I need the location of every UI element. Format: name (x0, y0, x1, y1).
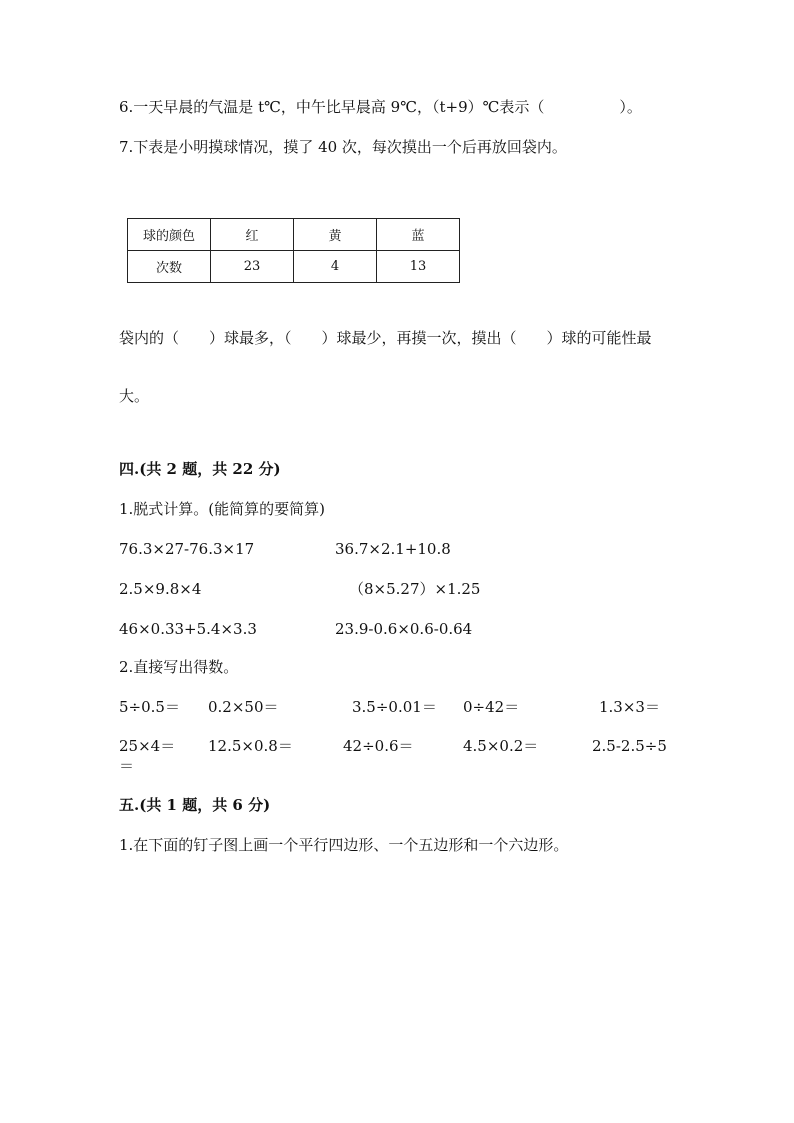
direct-item: 0÷42＝ (463, 698, 520, 716)
direct-item: 2.5-2.5÷5 (592, 737, 667, 755)
table-cell: 黄 (294, 219, 377, 251)
section-4-question-1: 1.脱式计算。(能简算的要简算) (119, 500, 326, 518)
calc-item: 36.7×2.1+10.8 (335, 540, 451, 558)
section-5-question-1: 1.在下面的钉子图上画一个平行四边形、一个五边形和一个六边形。 (119, 836, 569, 854)
direct-item: 5÷0.5＝ (119, 698, 180, 716)
table-cell: 蓝 (377, 219, 460, 251)
table-cell: 次数 (128, 251, 211, 283)
question-7-fill-line-2: 大。 (119, 387, 150, 405)
section-5-title: 五.(共 1 题，共 6 分) (119, 796, 271, 814)
direct-item: 1.3×3＝ (599, 698, 660, 716)
table-row (128, 219, 460, 251)
section-4-question-2: 2.直接写出得数。 (119, 658, 239, 676)
question-7-fill-line-1: 袋内的（ ）球最多，（ ）球最少，再摸一次，摸出（ ）球的可能性最 (119, 329, 652, 347)
direct-item: 25×4＝ (119, 737, 176, 755)
calc-item: 23.9-0.6×0.6-0.64 (335, 620, 473, 638)
direct-item: 42÷0.6＝ (343, 737, 414, 755)
direct-item-wrap: ＝ (119, 757, 135, 775)
table-cell: 球的颜色 (128, 219, 211, 251)
direct-item: 3.5÷0.01＝ (352, 698, 437, 716)
calc-item: 46×0.33+5.4×3.3 (119, 620, 257, 638)
calc-item: 76.3×27-76.3×17 (119, 540, 255, 558)
table-row (128, 251, 460, 283)
question-7: 7.下表是小明摸球情况，摸了 40 次，每次摸出一个后再放回袋内。 (119, 138, 567, 156)
direct-item: 4.5×0.2＝ (463, 737, 539, 755)
section-4-title: 四.(共 2 题，共 22 分) (119, 460, 281, 478)
direct-item: 12.5×0.8＝ (208, 737, 293, 755)
calc-item: （8×5.27）×1.25 (349, 580, 481, 598)
table-cell: 13 (377, 251, 460, 283)
table-cell: 23 (211, 251, 294, 283)
calc-item: 2.5×9.8×4 (119, 580, 202, 598)
direct-item: 0.2×50＝ (208, 698, 279, 716)
table-cell: 4 (294, 251, 377, 283)
table-cell: 红 (211, 219, 294, 251)
ball-table (127, 218, 460, 283)
question-6: 6.一天早晨的气温是 t℃，中午比早晨高 9℃，（t+9）℃表示（ ）。 (119, 98, 642, 116)
